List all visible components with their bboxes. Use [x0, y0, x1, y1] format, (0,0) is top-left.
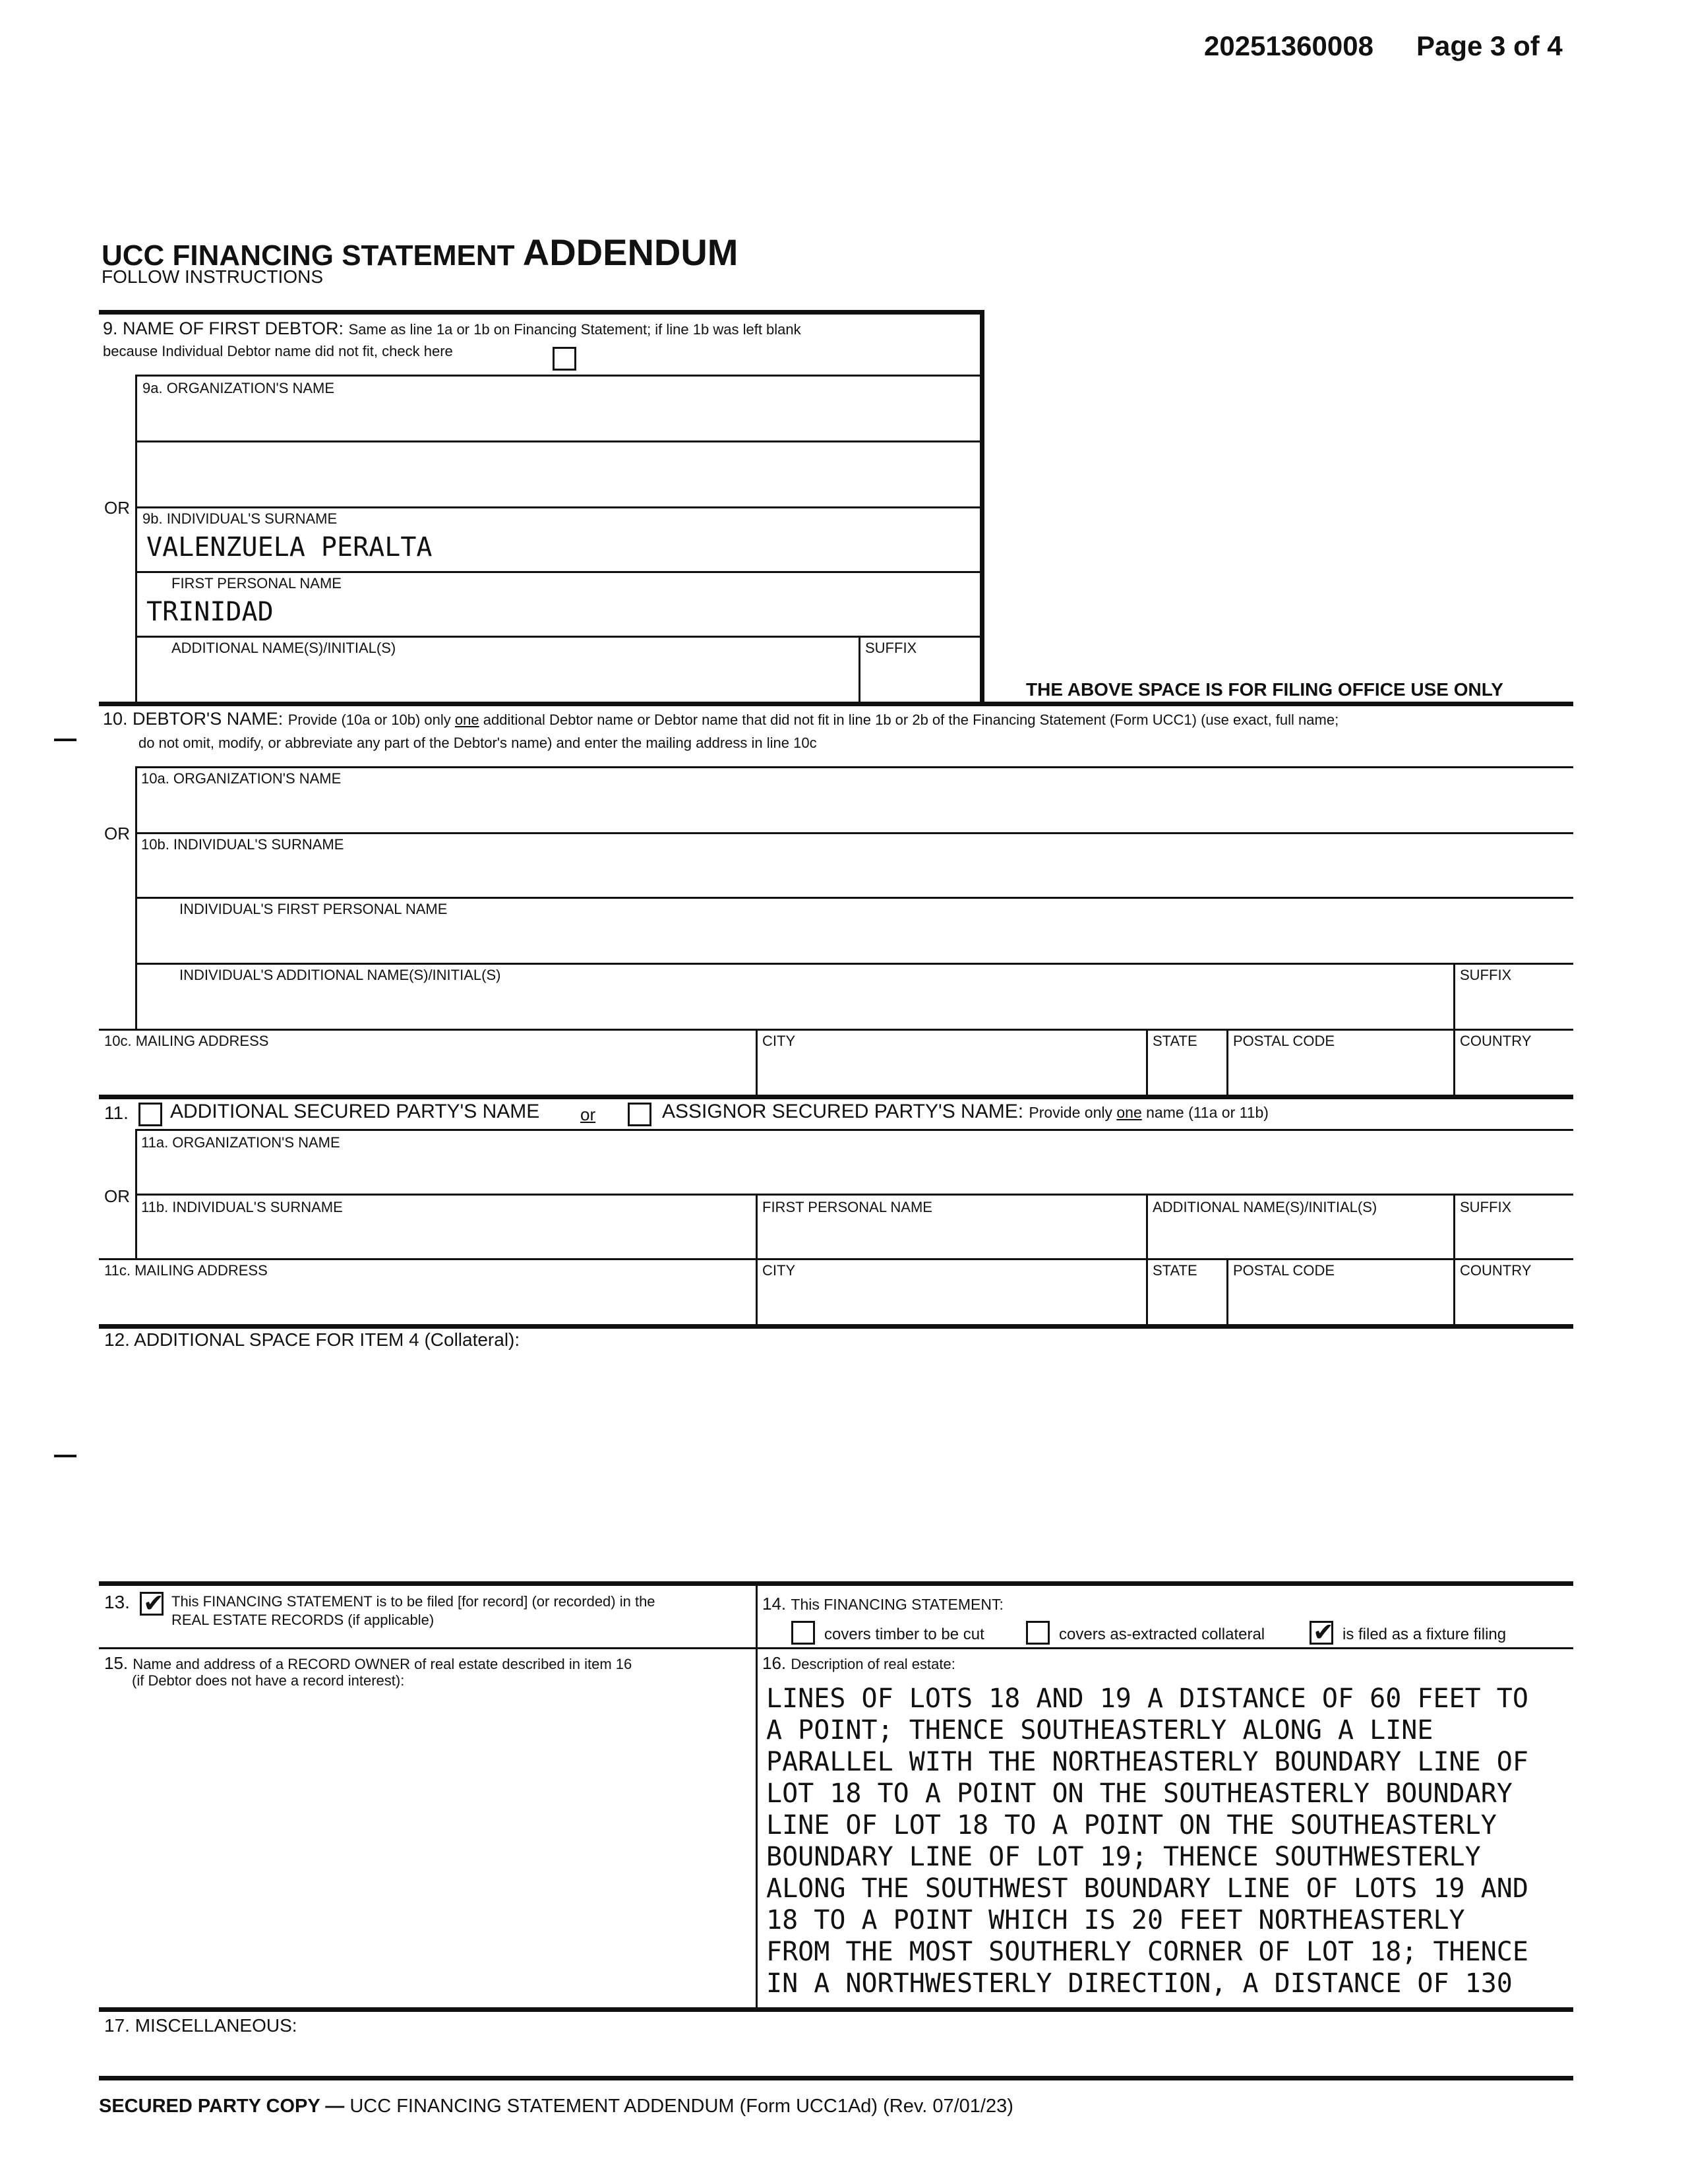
sec16-line: ALONG THE SOUTHWEST BOUNDARY LINE OF LOTS 19 AND [766, 1873, 1528, 1904]
sec11a-org-name-field[interactable] [138, 1153, 1569, 1191]
footer-text [99, 2097, 1013, 2115]
sec9a-label: 9a. ORGANIZATION'S NAME [142, 380, 335, 396]
sec16-line: LINES OF LOTS 18 AND 19 A DISTANCE OF 60 FEET TO [766, 1684, 1528, 1714]
sec10-additional-label: INDIVIDUAL'S ADDITIONAL NAME(S)/INITIAL(S) [179, 967, 501, 983]
sec10c-city-divider [756, 1029, 758, 1095]
sec14-timber-checkbox[interactable] [791, 1621, 815, 1645]
sec9a-mid-line [135, 440, 981, 442]
sec15-record-owner-field[interactable] [103, 1695, 752, 2005]
sec16-line: PARALLEL WITH THE NORTHEASTERLY BOUNDARY LINE OF [766, 1747, 1528, 1777]
sec16-line: A POINT; THENCE SOUTHEASTERLY ALONG A LINE [766, 1715, 1433, 1745]
sec10-top-rule [99, 702, 1573, 706]
sec15-top-line [99, 1647, 1573, 1649]
sec11c-country-divider [1453, 1258, 1455, 1324]
sec9-top-rule [99, 310, 984, 315]
sec10c-city-label: CITY [762, 1033, 796, 1049]
sec10a-top-line [135, 766, 1573, 768]
page-indicator: Page 3 of 4 [1416, 30, 1563, 61]
sec9a-top-line [135, 375, 981, 377]
sec13-number: 13. [104, 1592, 130, 1612]
follow-instructions: FOLLOW INSTRUCTIONS [102, 266, 324, 287]
sec10b-label: 10b. INDIVIDUAL'S SURNAME [141, 836, 344, 853]
sec16-line: FROM THE MOST SOUTHERLY CORNER OF LOT 18; THENCE [766, 1937, 1528, 1967]
sec12-top-rule [99, 1324, 1573, 1329]
sec11c-state-label: STATE [1153, 1262, 1197, 1279]
sec11b-label: 11b. INDIVIDUAL'S SURNAME [141, 1199, 343, 1215]
sec11c-label: 11c. MAILING ADDRESS [104, 1262, 268, 1279]
sec11b-top-line [135, 1194, 1573, 1196]
sec9-additional-top-line [135, 636, 981, 638]
sec11-or-word: or [580, 1105, 596, 1124]
sec10-heading: 10. DEBTOR'S NAME: Provide (10a or 10b) only one additional Debtor name or Debtor name that did not fit in line 1b or 2b of the Financing Statement (Form UCC1) (use exact, full name; [103, 709, 1339, 729]
sec9-suffix-divider [859, 636, 860, 702]
sec9-first-name-top-line [135, 571, 981, 573]
sec13-top-rule [99, 1581, 1573, 1586]
sec14-fixture-filing-checkbox[interactable] [1310, 1621, 1333, 1645]
sec10c-label: 10c. MAILING ADDRESS [104, 1033, 269, 1049]
sec10c-country-divider [1453, 1029, 1455, 1095]
filing-office-note: THE ABOVE SPACE IS FOR FILING OFFICE USE ONLY [1026, 679, 1503, 700]
sec11b-suffix-divider [1453, 1194, 1455, 1259]
sec10c-state-label: STATE [1153, 1033, 1197, 1049]
sec16-line: LOT 18 TO A POINT ON THE SOUTHEASTERLY BOUNDARY [766, 1778, 1513, 1809]
margin-tick-upper [54, 739, 76, 741]
sec13-16-center-divider [756, 1581, 758, 2010]
sec16-line: IN A NORTHWESTERLY DIRECTION, A DISTANCE OF 130 [766, 1968, 1513, 1999]
sec17-top-rule [99, 2007, 1573, 2012]
sec11c-top-line [99, 1258, 1573, 1260]
sec13-text-line1: This FINANCING STATEMENT is to be filed [for record] (or recorded) in the [171, 1593, 655, 1610]
sec10c-country-label: COUNTRY [1460, 1033, 1532, 1049]
sec9-or-label: OR [104, 498, 130, 518]
footer-form-label: UCC FINANCING STATEMENT ADDENDUM (Form UCC1Ad) (Rev. 07/01/23) [349, 2096, 1013, 2117]
sec11-option2-label: ASSIGNOR SECURED PARTY'S NAME: Provide only one name (11a or 11b) [662, 1101, 1269, 1122]
footer-rule [99, 2076, 1573, 2080]
footer-copy-label: SECURED PARTY COPY — [99, 2096, 345, 2117]
filing-number: 20251360008 [1204, 30, 1373, 61]
sec9-instruction-line2: because Individual Debtor name did not fit, check here [103, 343, 453, 359]
sec16-real-estate-description[interactable] [766, 1683, 1572, 2006]
sec10-additional-top-line [135, 963, 1573, 965]
sec9-first-name-value[interactable]: TRINIDAD [146, 597, 274, 627]
sec11c-country-label: COUNTRY [1460, 1262, 1532, 1279]
sec11c-city-label: CITY [762, 1262, 796, 1279]
sec17-heading: 17. MISCELLANEOUS: [104, 2015, 297, 2036]
sec10c-postal-divider [1226, 1029, 1228, 1095]
sec10c-state-divider [1146, 1029, 1148, 1095]
sec9-heading: 9. NAME OF FIRST DEBTOR: Same as line 1a or 1b on Financing Statement; if line 1b was left blank [103, 318, 801, 338]
sec14-fixture-filing-label: is filed as a fixture filing [1342, 1625, 1507, 1643]
sec9-additional-label: ADDITIONAL NAME(S)/INITIAL(S) [171, 640, 396, 656]
sec10-instruction-line2: do not omit, modify, or abbreviate any part of the Debtor's name) and enter the mailing address in line 10c [138, 735, 817, 751]
sec11b-additional-label: ADDITIONAL NAME(S)/INITIAL(S) [1153, 1199, 1377, 1215]
sec16-line: BOUNDARY LINE OF LOT 19; THENCE SOUTHWESTERLY [766, 1842, 1481, 1872]
sec11a-label: 11a. ORGANIZATION'S NAME [141, 1134, 340, 1151]
sec11-top-rule [99, 1095, 1573, 1099]
sec16-line: 18 TO A POINT WHICH IS 20 FEET NORTHEASTERLY [766, 1905, 1465, 1935]
sec10-first-name-top-line [135, 897, 1573, 899]
sec11c-postal-divider [1226, 1258, 1228, 1324]
sec11-assignor-secured-party-checkbox[interactable] [628, 1103, 651, 1126]
sec9-name-overflow-checkbox[interactable] [553, 347, 576, 371]
sec9a-org-name-field[interactable] [138, 400, 976, 439]
sec14-timber-label: covers timber to be cut [824, 1625, 984, 1643]
sec11a-top-line [135, 1129, 1573, 1131]
sec10c-postal-label: POSTAL CODE [1233, 1033, 1335, 1049]
sec9-suffix-label: SUFFIX [865, 640, 917, 656]
sec9b-top-line [135, 506, 981, 508]
sec13-text-line2: REAL ESTATE RECORDS (if applicable) [171, 1612, 435, 1628]
margin-tick-lower [54, 1455, 76, 1457]
sec9-first-name-label: FIRST PERSONAL NAME [171, 575, 342, 592]
sec11c-city-divider [756, 1258, 758, 1324]
sec11-option1-label: ADDITIONAL SECURED PARTY'S NAME [170, 1101, 540, 1122]
sec13-real-estate-records-checkbox[interactable] [140, 1592, 164, 1616]
sec11c-postal-label: POSTAL CODE [1233, 1262, 1335, 1279]
form-title-main: UCC FINANCING STATEMENT [102, 239, 515, 272]
sec11-additional-secured-party-checkbox[interactable] [138, 1103, 162, 1126]
sec10b-surname-field[interactable] [138, 855, 1569, 895]
sec11b-first-name-divider [756, 1194, 758, 1259]
sec10-first-name-field[interactable] [138, 919, 1569, 960]
sec10a-label: 10a. ORGANIZATION'S NAME [141, 770, 342, 787]
sec9-left-rule [135, 375, 137, 702]
sec10b-top-line [135, 832, 1573, 834]
form-title-addendum: ADDENDUM [522, 231, 738, 273]
sec11b-suffix-label: SUFFIX [1460, 1199, 1512, 1215]
sec10-suffix-divider [1453, 963, 1455, 1029]
sec10a-org-name-field[interactable] [138, 789, 1569, 830]
sec15-text-line2: (if Debtor does not have a record interest): [132, 1672, 405, 1689]
sec10c-top-line [99, 1029, 1573, 1031]
sec14-heading: 14. This FINANCING STATEMENT: [762, 1594, 1004, 1614]
sec11-number: 11. [104, 1103, 129, 1123]
sec9b-surname-value[interactable]: VALENZUELA PERALTA [146, 532, 433, 562]
sec11b-first-name-label: FIRST PERSONAL NAME [762, 1199, 932, 1215]
sec10-or-label: OR [104, 824, 130, 843]
sec16-line: LINE OF LOT 18 TO A POINT ON THE SOUTHEASTERLY [766, 1810, 1497, 1840]
sec10-suffix-label: SUFFIX [1460, 967, 1512, 983]
sec11c-state-divider [1146, 1258, 1148, 1324]
sec11b-additional-divider [1146, 1194, 1148, 1259]
sec14-as-extracted-label: covers as-extracted collateral [1059, 1625, 1265, 1643]
sec14-as-extracted-checkbox[interactable] [1026, 1621, 1050, 1645]
sec17-miscellaneous-field[interactable] [103, 2040, 1572, 2073]
sec15-heading: 15. Name and address of a RECORD OWNER of real estate described in item 16 [104, 1653, 632, 1673]
sec12-heading: 12. ADDITIONAL SPACE FOR ITEM 4 (Collateral): [104, 1329, 520, 1350]
sec9-right-rule [980, 310, 984, 702]
sec9b-label: 9b. INDIVIDUAL'S SURNAME [142, 510, 338, 527]
sec16-heading: 16. Description of real estate: [762, 1653, 955, 1673]
sec12-collateral-field[interactable] [103, 1356, 1572, 1573]
sec11-or-label: OR [104, 1186, 130, 1206]
sec10-first-name-label: INDIVIDUAL'S FIRST PERSONAL NAME [179, 901, 448, 917]
